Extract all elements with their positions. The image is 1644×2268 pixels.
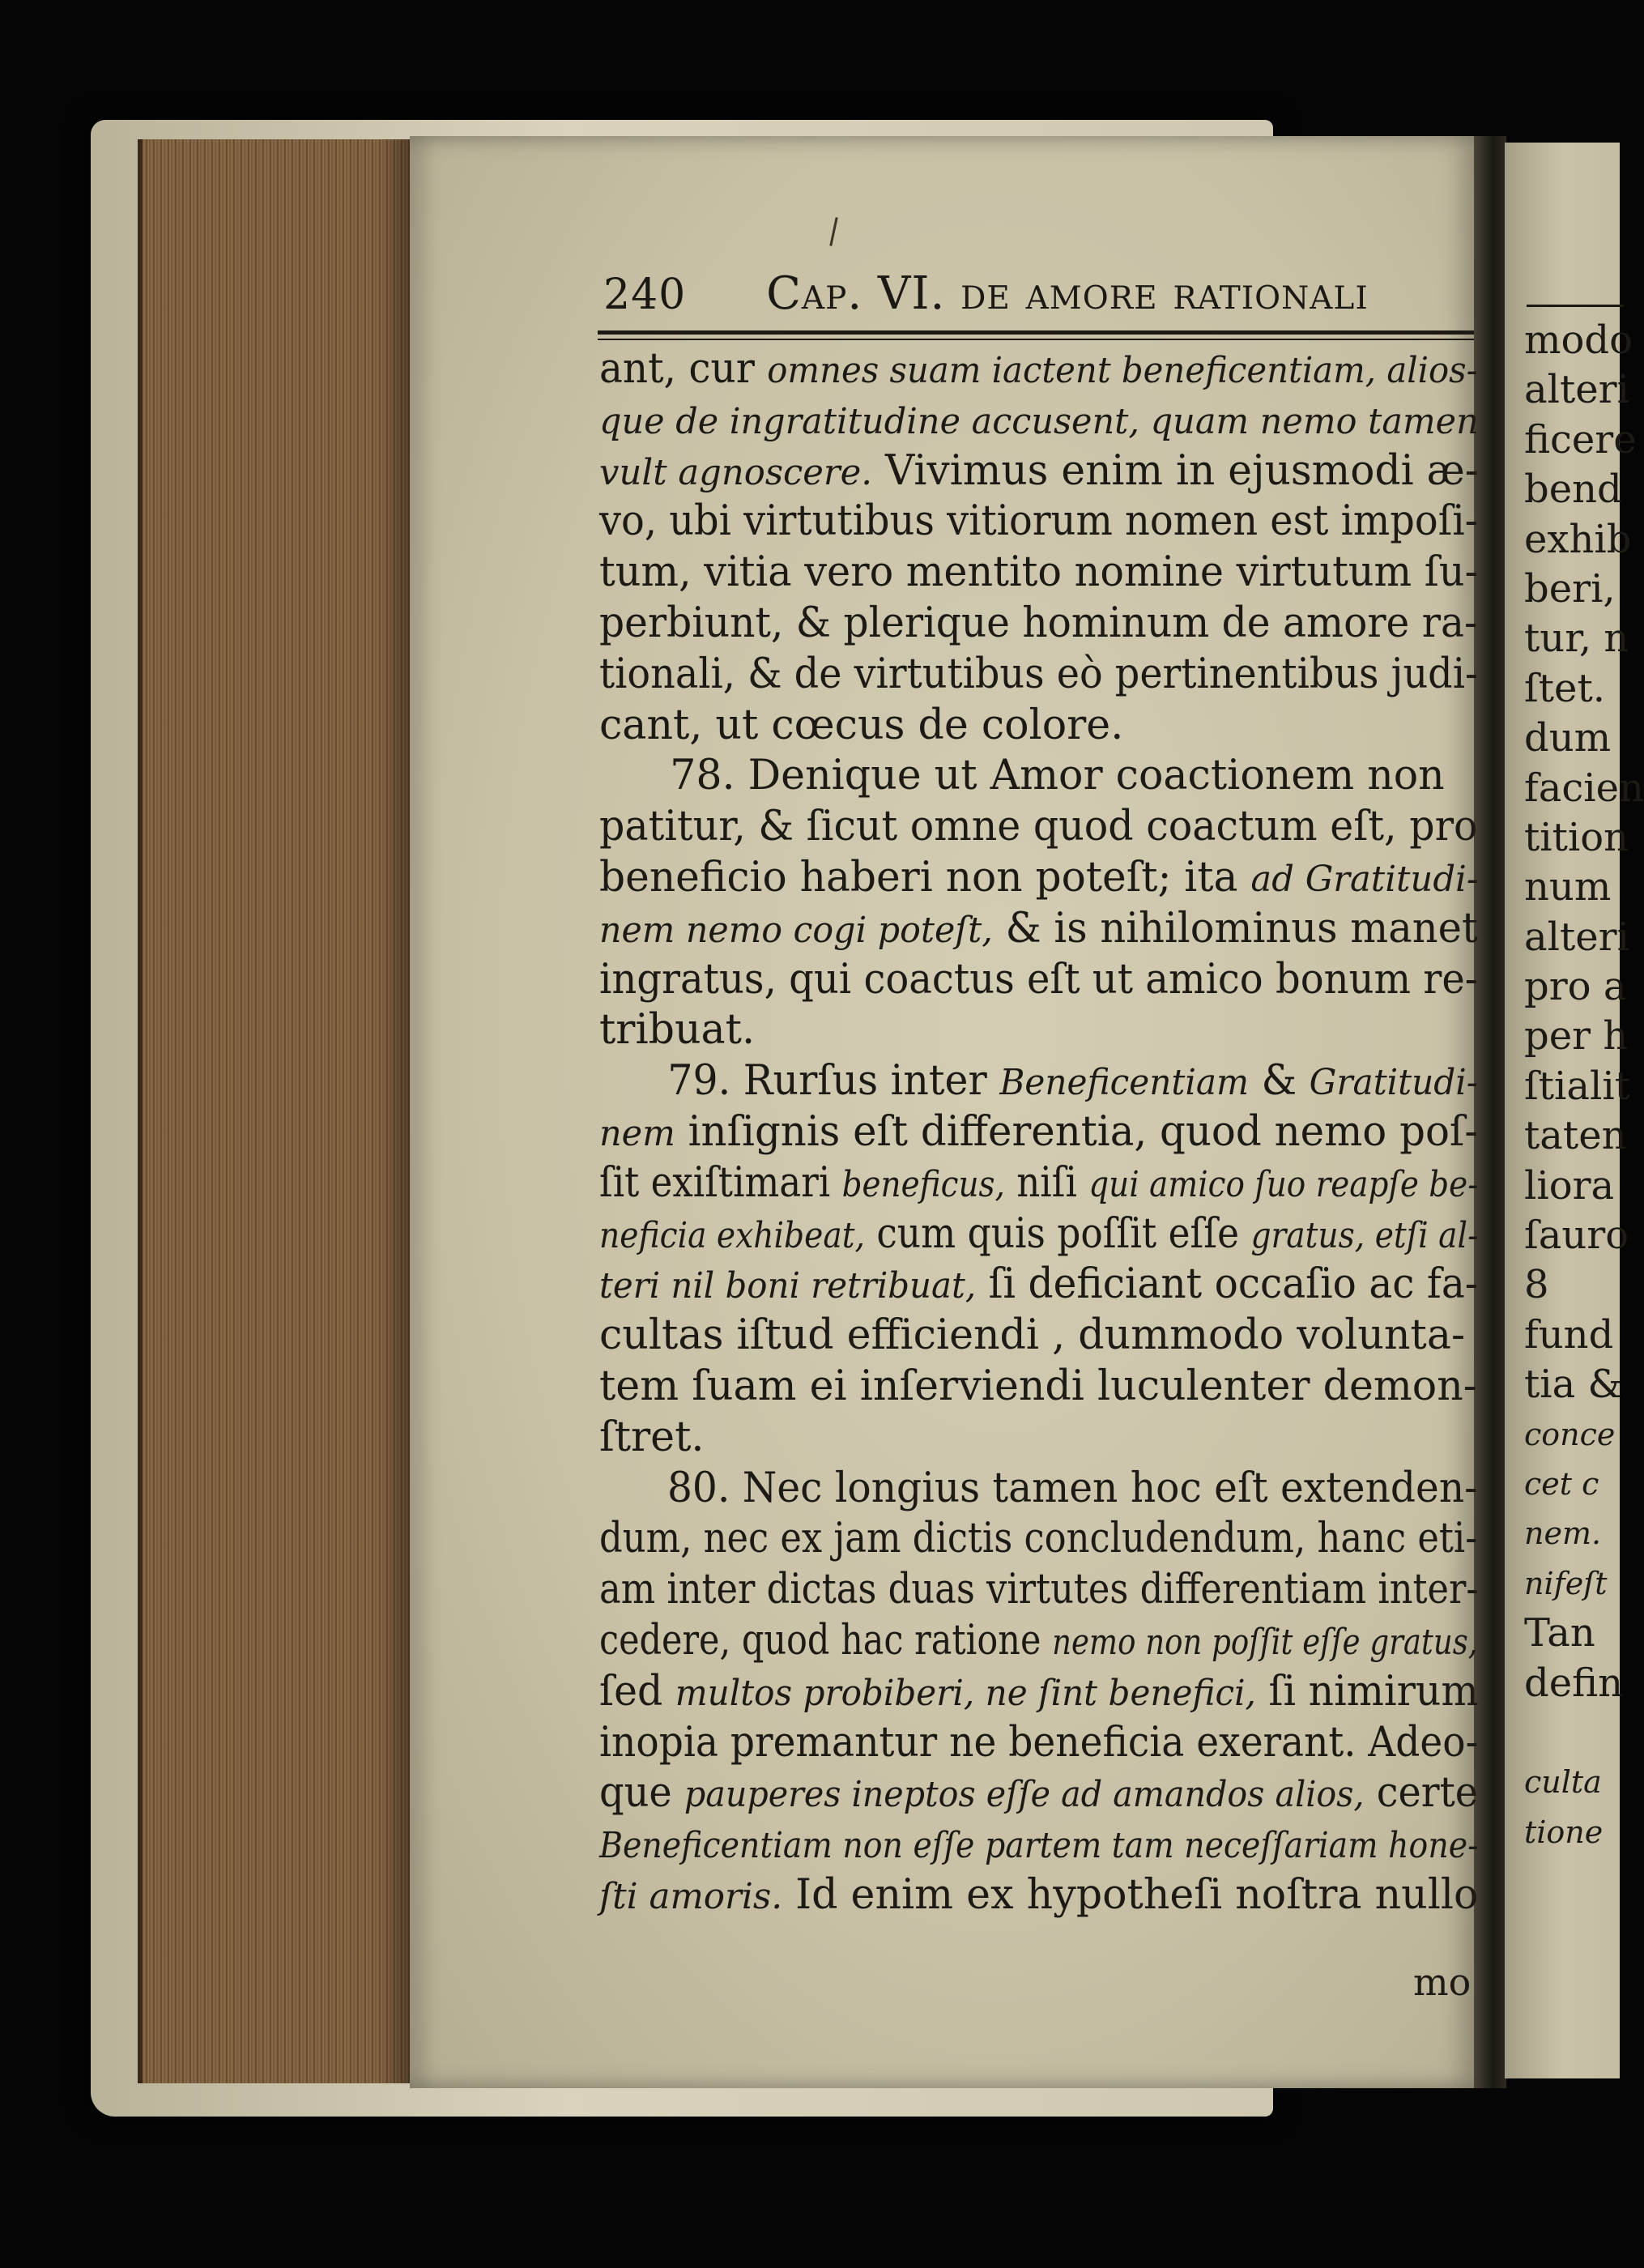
- text-line: [599, 1819, 1479, 1870]
- right-page-line: bend: [1524, 467, 1622, 513]
- text-line: [599, 344, 1478, 395]
- right-page-line: liora: [1524, 1162, 1615, 1209]
- italic-text: gratus, etſi al-: [1250, 1214, 1479, 1256]
- roman-text: cedere, quod hac ratione: [599, 1616, 1053, 1665]
- right-page-text: [1524, 316, 1644, 1857]
- right-page-line: cet c: [1524, 1465, 1599, 1502]
- text-line: [599, 955, 1478, 1006]
- right-page-line: pro a: [1524, 964, 1627, 1010]
- italic-text: ſti amoris.: [599, 1875, 783, 1917]
- text-line: [599, 650, 1479, 701]
- italic-text: qui amico ſuo reapſe be-: [1088, 1163, 1479, 1205]
- right-page-line: culta: [1524, 1764, 1602, 1801]
- roman-text: beneficio haberi non poteſt; ita: [599, 853, 1251, 902]
- italic-text: Beneficentiam non eſſe partem tam neceſſariam hone-: [599, 1825, 1479, 1867]
- text-line: [599, 1260, 1479, 1311]
- roman-text: 79. Rurſus inter: [667, 1057, 1000, 1106]
- text-line: [599, 1005, 1478, 1056]
- text-line: [599, 1718, 1479, 1769]
- italic-text: ad Gratitudi-: [1250, 858, 1479, 900]
- right-page-line: taten: [1524, 1113, 1627, 1159]
- text-line: [599, 1514, 1478, 1565]
- text-line: [599, 1209, 1479, 1260]
- text-line: [599, 802, 1478, 853]
- right-page-line: 8: [1524, 1262, 1549, 1308]
- right-page-line: tia &: [1524, 1362, 1623, 1408]
- roman-text: ſed: [599, 1667, 675, 1716]
- roman-text: Id enim ex hypotheſi noſtra nullo: [782, 1870, 1479, 1919]
- right-page-line: per h: [1524, 1013, 1629, 1059]
- right-page-line: alteri: [1524, 367, 1629, 413]
- roman-text: cultas iſtud efficiendi , dummodo volunta-: [599, 1311, 1466, 1360]
- roman-text: tem ſuam ei inſerviendi luculenter demon-: [599, 1362, 1477, 1410]
- roman-text: cant, ut cœcus de colore.: [599, 701, 1124, 749]
- head-rule-thin: [598, 339, 1474, 340]
- right-page-rule: [1527, 305, 1624, 307]
- right-page-line: [1524, 1708, 1629, 1758]
- roman-text: tribuat.: [599, 1006, 756, 1055]
- text-line: [599, 1768, 1479, 1819]
- roman-text: tum, vitia vero mentito nomine virtutum ſu-: [599, 548, 1479, 597]
- italic-text: omnes suam iactent beneficentiam,: [767, 350, 1377, 391]
- italic-text: neficia exhibeat,: [599, 1214, 865, 1256]
- chapter-title: Cap. VI. de amore rationali: [766, 267, 1369, 320]
- roman-text: certe: [1364, 1769, 1479, 1818]
- roman-text: niſi: [1004, 1158, 1089, 1207]
- roman-text: patitur, & ſicut omne quod coactum eſt, pro: [599, 803, 1478, 851]
- text-line: [599, 497, 1478, 548]
- right-page-line: facien: [1524, 765, 1644, 811]
- italic-text: vult agnoscere.: [599, 451, 873, 493]
- body-text: [599, 344, 1486, 1921]
- text-line: [599, 751, 1478, 802]
- italic-text: nem: [599, 1112, 675, 1154]
- text-line: [599, 446, 1479, 497]
- page-edges: [138, 139, 422, 2083]
- roman-text: inſignis eſt differentia, quod nemo poſ-: [675, 1107, 1479, 1156]
- text-line: [599, 1616, 1478, 1667]
- head-rule: [598, 330, 1474, 335]
- roman-text: 78. Denique ut Amor coactionem non: [670, 752, 1445, 800]
- italic-text: nemo non poſſit eſſe gratus,: [1052, 1621, 1478, 1663]
- roman-text: am inter dictas duas virtutes differentiam inter-: [599, 1566, 1479, 1614]
- roman-text: vo, ubi virtutibus vitiorum nomen est impoſi-: [599, 497, 1478, 546]
- roman-text: &: [1249, 1057, 1310, 1106]
- right-page-line: conce: [1524, 1416, 1616, 1452]
- catchword: mo: [1413, 1960, 1472, 2004]
- italic-text: multos probiberi, ne ſint benefici,: [675, 1672, 1256, 1714]
- right-page-line: defin: [1524, 1660, 1624, 1706]
- italic-text: teri nil boni retribuat,: [599, 1265, 977, 1307]
- right-page-line: dum: [1524, 715, 1612, 761]
- right-page-line: ficere: [1524, 416, 1637, 463]
- right-page-line: num: [1524, 864, 1612, 910]
- roman-text: & is nihilominus manet: [992, 904, 1478, 953]
- roman-text: 80. Nec longius tamen hoc eſt extenden-: [667, 1464, 1478, 1512]
- running-head: [603, 267, 1478, 320]
- text-line: [599, 395, 1479, 446]
- right-page-line: ſtet.: [1524, 665, 1606, 711]
- text-line: [599, 1667, 1479, 1718]
- roman-text: ſi nimirum: [1255, 1667, 1479, 1716]
- italic-text: Gratitudi-: [1309, 1062, 1479, 1104]
- text-line: [599, 1413, 1478, 1464]
- roman-text: que: [599, 1769, 684, 1818]
- roman-text: perbiunt, & plerique hominum de amore ra-: [599, 599, 1478, 647]
- text-line: [599, 1870, 1478, 1921]
- page-number: 240: [603, 271, 687, 319]
- right-page-line: fund: [1524, 1311, 1614, 1358]
- text-line: [599, 1107, 1479, 1158]
- text-line: [599, 599, 1478, 650]
- text-line: [599, 1362, 1478, 1413]
- text-line: [599, 1056, 1479, 1107]
- roman-text: Vivimus enim in ejusmodi æ-: [872, 446, 1479, 495]
- right-page-line: alteri: [1524, 914, 1629, 960]
- right-page-line: tione: [1524, 1814, 1604, 1850]
- right-page-line: tition: [1524, 814, 1629, 860]
- roman-text: dum, nec ex jam dictis concludendum, hanc eti-: [599, 1515, 1478, 1563]
- right-page-line: ſtialit: [1524, 1063, 1631, 1109]
- roman-text: ant, cur: [599, 345, 768, 393]
- roman-text: ſtret.: [599, 1413, 705, 1461]
- text-line: [599, 1464, 1478, 1515]
- italic-text: que de ingratitudine accusent, quam nemo tamen: [599, 400, 1479, 442]
- text-line: [599, 1311, 1478, 1362]
- roman-text: tionali, & de virtutibus eò pertinentibus judi-: [599, 650, 1479, 698]
- text-line: [599, 1158, 1479, 1209]
- roman-text: ſi deficiant occaſio ac fa-: [976, 1260, 1479, 1309]
- italic-text: Beneficentiam: [999, 1062, 1250, 1104]
- roman-text: ſit exiſtimari: [599, 1158, 842, 1207]
- italic-text: pauperes ineptos eſſe ad amandos alios,: [684, 1774, 1365, 1816]
- text-line: [599, 904, 1478, 955]
- right-page-line: modo: [1524, 318, 1633, 363]
- right-page-line: beri,: [1524, 565, 1616, 612]
- italic-text: alios-: [1376, 350, 1478, 391]
- right-page-line: exhib: [1524, 516, 1632, 562]
- text-line: [599, 701, 1478, 752]
- roman-text: ingratus, qui coactus eſt ut amico bonum re-: [599, 955, 1478, 1004]
- right-page-line: nem.: [1524, 1516, 1602, 1552]
- italic-text: nem nemo cogi poteſt,: [599, 909, 993, 951]
- right-page-line: ſauro: [1524, 1213, 1629, 1259]
- right-page-line: nifeſt: [1524, 1565, 1608, 1601]
- text-line: [599, 1565, 1479, 1616]
- text-line: [599, 548, 1479, 599]
- right-page-line: tur, n: [1524, 616, 1629, 662]
- roman-text: inopia premantur ne beneficia exerant. Adeo-: [599, 1718, 1479, 1767]
- italic-text: beneficus,: [841, 1163, 1005, 1205]
- text-line: [599, 853, 1479, 904]
- roman-text: cum quis poſſit eſſe: [864, 1209, 1251, 1258]
- right-page-line: Tan: [1524, 1610, 1595, 1656]
